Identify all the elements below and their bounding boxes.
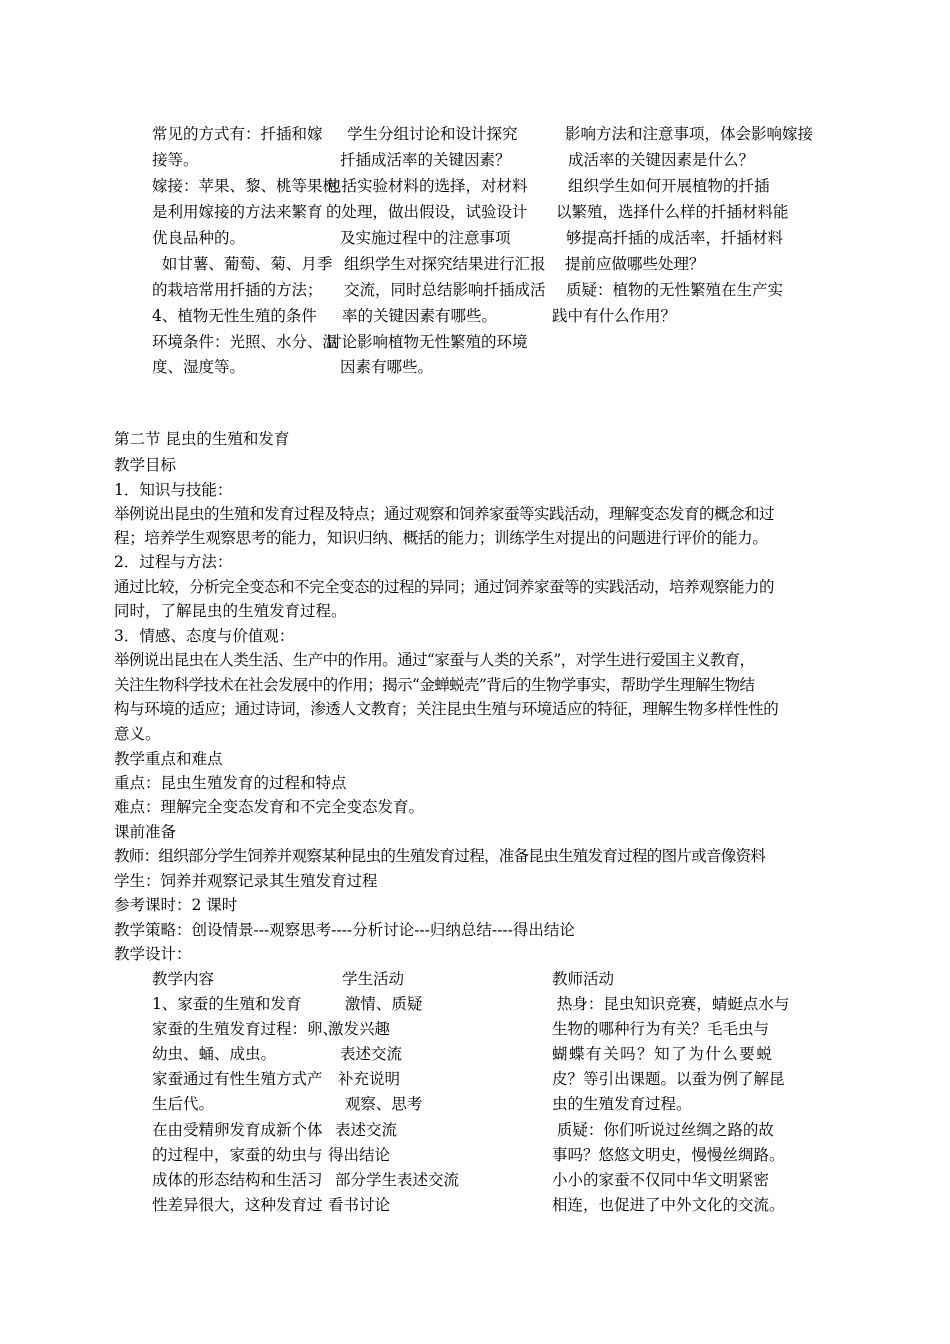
hours: 参考课时：2 课时 — [114, 896, 238, 914]
table1-r7-c2: 践中有什么作用？ — [552, 307, 677, 325]
table1-r0-c2: 影响方法和注意事项，体会影响嫁接 — [565, 125, 814, 143]
table2-r3-c0: 家蚕通过有性生殖方式产 — [152, 1070, 323, 1088]
goal2-line-2: 同时，了解昆虫的生殖发育过程。 — [114, 602, 347, 620]
goals-heading: 教学目标 — [114, 456, 177, 474]
table2-r1-c0: 家蚕的生殖发育过程：卵、 — [152, 1020, 339, 1038]
table2-r5-c2: 质疑：你们听说过丝绸之路的故 — [552, 1121, 774, 1139]
table2-r7-c1: 部分学生表述交流 — [335, 1171, 460, 1189]
table2-r0-c0: 1、家蚕的生殖和发育 — [152, 995, 302, 1013]
table2-r3-c2: 皮？等引出课题。以蚕为例了解昆 — [552, 1070, 785, 1088]
table1-r4-c0: 优良品种的。 — [152, 229, 246, 247]
table1-r6-c2: 质疑：植物的无性繁殖在生产实 — [566, 281, 784, 299]
key-point: 重点：昆虫生殖发育的过程和特点 — [114, 774, 347, 792]
table2-r0-c1: 激情、质疑 — [340, 995, 423, 1013]
table1-r2-c2: 组织学生如何开展植物的扦插 — [568, 177, 770, 195]
table2-r7-c2: 小小的家蚕不仅同中华文明紧密 — [552, 1171, 770, 1189]
table1-r2-c0: 嫁接：苹果、黎、桃等果树 — [152, 177, 339, 195]
table1-r3-c0: 是利用嫁接的方法来繁育 — [152, 203, 323, 221]
prep-student: 学生：饲养并观察记录其生殖发育过程 — [114, 872, 378, 890]
table1-r1-c2: 成活率的关键因素是什么？ — [568, 151, 755, 169]
goal1-line-1: 举例说出昆虫的生殖和发育过程及特点；通过观察和饲养家蚕等实践活动，理解变态发育的概念和过 — [114, 505, 775, 523]
table2-r8-c2: 相连，也促进了中外文化的交流。 — [552, 1196, 785, 1214]
table1-r5-c1: 组织学生对探究结果进行汇报 — [344, 255, 546, 273]
table1-r6-c0: 的栽培常用扦插的方法； — [152, 281, 323, 299]
table2-r2-c1: 表述交流 — [340, 1045, 403, 1063]
table2-r8-c0: 性差异很大，这种发育过 — [152, 1196, 323, 1214]
table2-r1-c2: 生物的哪种行为有关？毛毛虫与 — [552, 1020, 770, 1038]
table1-r7-c0: 4、植物无性生殖的条件 — [152, 307, 317, 325]
table1-r4-c2: 够提高扦插的成活率，扦插材料 — [566, 229, 784, 247]
design-heading: 教学设计： — [114, 945, 192, 963]
goal2-line-1: 通过比较，分析完全变态和不完全变态的过程的异同；通过饲养家蚕等的实践活动，培养观察能力的 — [114, 578, 775, 596]
table1-r0-c1: 学生分组讨论和设计探究 — [347, 125, 518, 143]
table1-r3-c1: 的处理，做出假设，试验设计 — [326, 203, 528, 221]
table1-r4-c1: 及实施过程中的注意事项 — [340, 229, 511, 247]
table1-r5-c2: 提前应做哪些处理？ — [565, 255, 705, 273]
goal3-line-4: 意义。 — [114, 725, 161, 743]
table1-r9-c0: 度、湿度等。 — [152, 358, 246, 376]
difficulty: 难点：理解完全变态发育和不完全变态发育。 — [114, 798, 425, 816]
table1-r9-c1: 因素有哪些。 — [340, 358, 434, 376]
table2-r7-c0: 成体的形态结构和生活习 — [152, 1171, 323, 1189]
table2-r4-c2: 虫的生殖发育过程。 — [552, 1095, 692, 1113]
goal1-heading: 1．知识与技能： — [114, 481, 233, 499]
table2-header-teacher: 教师活动 — [552, 970, 615, 988]
table1-r2-c1: 包括实验材料的选择，对材料 — [326, 177, 528, 195]
table1-r8-c1: 讨论影响植物无性繁殖的环境 — [326, 333, 528, 351]
table2-r5-c0: 在由受精卵发育成新个体 — [152, 1121, 323, 1139]
goal3-heading: 3．情感、态度与价值观： — [114, 627, 295, 645]
goal1-line-2: 程；培养学生观察思考的能力，知识归纳、概括的能力；训练学生对提出的问题进行评价的能力。 — [114, 529, 768, 547]
table2-header-student: 学生活动 — [342, 970, 405, 988]
table1-r0-c0: 常见的方式有：扦插和嫁 — [152, 125, 323, 143]
goal3-line-1: 举例说出昆虫在人类生活、生产中的作用。通过“家蚕与人类的关系”，对学生进行爱国主义教育， — [114, 651, 755, 669]
table2-header-content: 教学内容 — [152, 970, 215, 988]
table1-r1-c0: 接等。 — [152, 151, 199, 169]
table2-r6-c0: 的过程中，家蚕的幼虫与 — [152, 1146, 323, 1164]
table2-r2-c2: 蝴 蝶 有 关 吗 ？ 知 了 为 什 么 要 蜕 — [552, 1045, 771, 1063]
table1-r3-c2: 以繁殖，选择什么样的扦插材料能 — [556, 203, 789, 221]
table1-r5-c0: 如甘薯、葡萄、菊、月季 — [152, 255, 333, 273]
table2-r8-c1: 看书讨论 — [328, 1196, 391, 1214]
table2-r3-c1: 补充说明 — [338, 1070, 401, 1088]
table1-r6-c1: 交流，同时总结影响扦插成活 — [344, 281, 546, 299]
section-title: 第二节 昆虫的生殖和发育 — [114, 430, 290, 448]
prep-heading: 课前准备 — [114, 823, 177, 841]
table1-r8-c0: 环境条件：光照、水分、温 — [152, 333, 339, 351]
table1-r1-c1: 扦插成活率的关键因素？ — [340, 151, 511, 169]
goal3-line-3: 构与环境的适应；通过诗词，渗透人文教育；关注昆虫生殖与环境适应的特征，理解生物多样性性的 — [114, 700, 779, 718]
table2-r6-c2: 事吗？悠悠文明史，慢慢丝绸路。 — [552, 1146, 785, 1164]
table2-r0-c2: 热身：昆虫知识竞赛，蜻蜓点水与 — [552, 995, 790, 1013]
goal2-heading: 2．过程与方法： — [114, 553, 233, 571]
table2-r4-c0: 生后代。 — [152, 1095, 215, 1113]
goal3-line-2: 关注生物科学技术在社会发展中的作用；揭示“金蝉蜕壳”背后的生物学事实，帮助学生理解生物结 — [114, 676, 755, 694]
strategy: 教学策略：创设情景---观察思考----分析讨论---归纳总结----得出结论 — [114, 921, 575, 939]
table2-r1-c1: 激发兴趣 — [328, 1020, 391, 1038]
table1-r7-c1: 率的关键因素有哪些。 — [342, 307, 498, 325]
key-heading: 教学重点和难点 — [114, 750, 223, 768]
table2-r6-c1: 得出结论 — [328, 1146, 391, 1164]
prep-teacher: 教师：组织部分学生饲养并观察某种昆虫的生殖发育过程，准备昆虫生殖发育过程的图片或音像资料 — [114, 847, 766, 865]
table2-r2-c0: 幼虫、蛹、成虫。 — [152, 1045, 277, 1063]
table2-r5-c1: 表述交流 — [335, 1121, 398, 1139]
table2-r4-c1: 观察、思考 — [340, 1095, 423, 1113]
